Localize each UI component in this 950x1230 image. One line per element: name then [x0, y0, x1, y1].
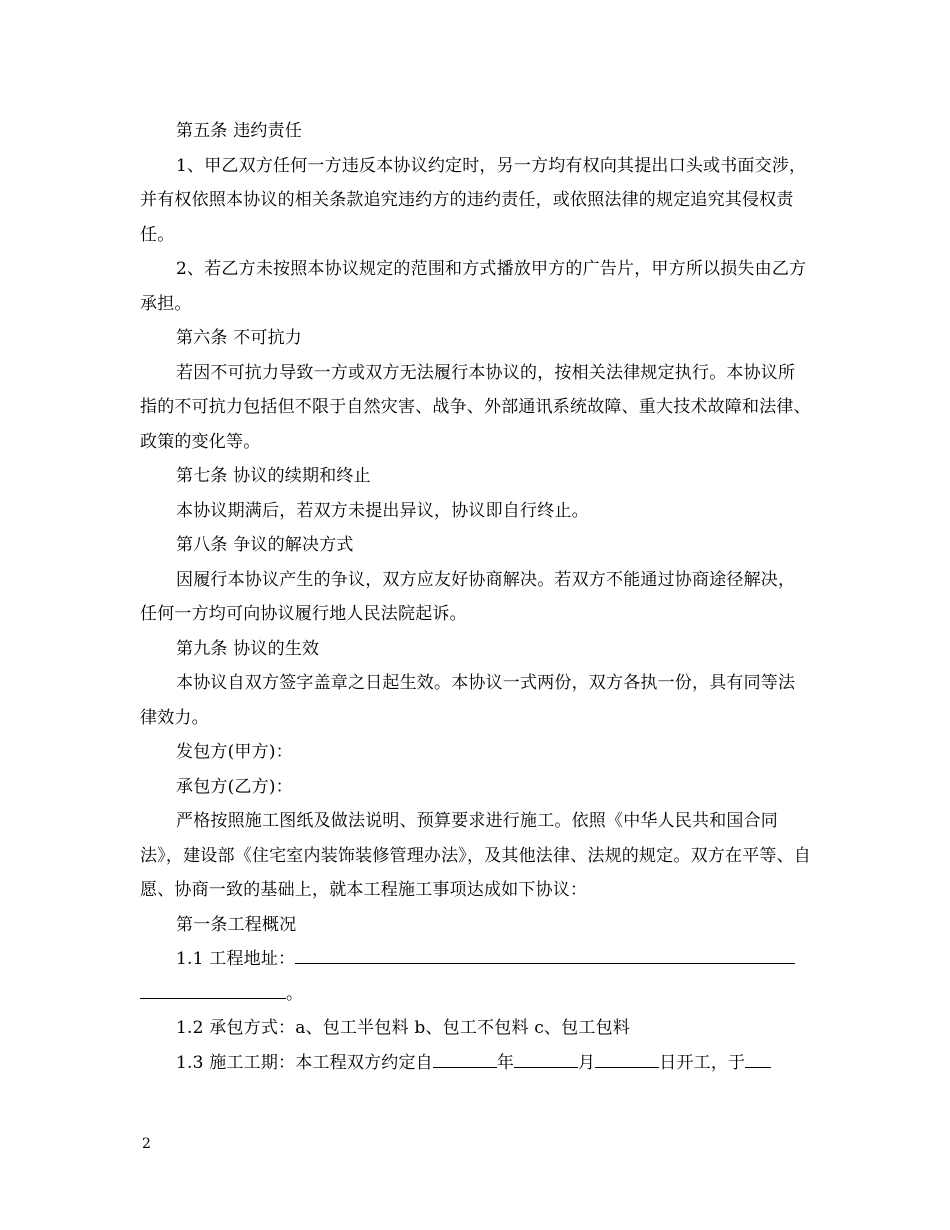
article-9-text: 本协议自双方签字盖章之日起生效。本协议一式两份，双方各执一份，具有同等法律效力。	[140, 673, 796, 728]
article-5-clause-1: 1、甲乙双方任何一方违反本协议约定时，另一方均有权向其提出口头或书面交涉，并有权依照本协议的相关条款追究违约方的违约责任，或依照法律的规定追究其侵权责任。	[140, 155, 807, 245]
article-8-heading: 第八条 争议的解决方式	[176, 535, 354, 555]
project-address-blank-1	[295, 946, 795, 964]
page-number: 2	[142, 1136, 151, 1152]
project-address-line	[140, 942, 812, 977]
article-1-heading: 第一条工程概况	[176, 914, 297, 935]
start-day-blank	[595, 1050, 659, 1068]
article-5-heading: 第五条 违约责任	[176, 121, 303, 141]
article-7-heading: 第七条 协议的续期和终止	[176, 466, 371, 486]
construction-period	[140, 1046, 812, 1081]
article-8-text: 因履行本协议产生的争议，双方应友好协商解决。若双方不能通过协商途径解决，任何一方均可向协议履行地人民法院起诉。	[140, 569, 796, 624]
article-6-heading: 第六条 不可抗力	[176, 328, 303, 348]
contract-mode: 1.2 承包方式：a、包工半包料 b、包工不包料 c、包工包料	[176, 1018, 630, 1038]
construction-intro: 严格按照施工图纸及做法说明、预算要求进行施工。依照《中华人民共和国合同法》，建设部《住宅室内装饰装修管理办法》，及其他法律、法规的规定。双方在平等、自愿、协商一致的基础上，就本工程施工事项达成如下协议：	[140, 811, 811, 900]
month-label: 月	[578, 1052, 596, 1073]
party-a-signature-line: 发包方(甲方)：	[176, 742, 293, 762]
article-7-text: 本协议期满后，若双方未提出异议，协议即自行终止。	[176, 500, 589, 521]
project-address-blank-2	[140, 981, 286, 999]
year-label: 年	[496, 1052, 515, 1073]
project-address-continuation	[140, 977, 812, 1012]
project-address-label: 1.1 工程地址：	[176, 949, 296, 969]
start-day-label: 日开工，于	[659, 1052, 746, 1073]
start-month-blank	[514, 1050, 578, 1068]
construction-period-label: 1.3 施工工期：本工程双方约定自	[176, 1052, 433, 1073]
project-address-end: 。	[286, 983, 304, 1004]
party-b-signature-line: 承包方(乙方)：	[176, 776, 293, 797]
end-date-blank	[745, 1050, 771, 1068]
document-body	[140, 114, 812, 1080]
start-year-blank	[433, 1050, 497, 1068]
article-9-heading: 第九条 协议的生效	[176, 638, 320, 659]
article-6-text: 若因不可抗力导致一方或双方无法履行本协议的，按相关法律规定执行。本协议所指的不可抗力包括但不限于自然灾害、战争、外部通讯系统故障、重大技术故障和法律、政策的变化等。	[140, 362, 811, 452]
article-5-clause-2: 2、若乙方未按照本协议规定的范围和方式播放甲方的广告片，甲方所以损失由乙方承担。	[140, 259, 807, 314]
